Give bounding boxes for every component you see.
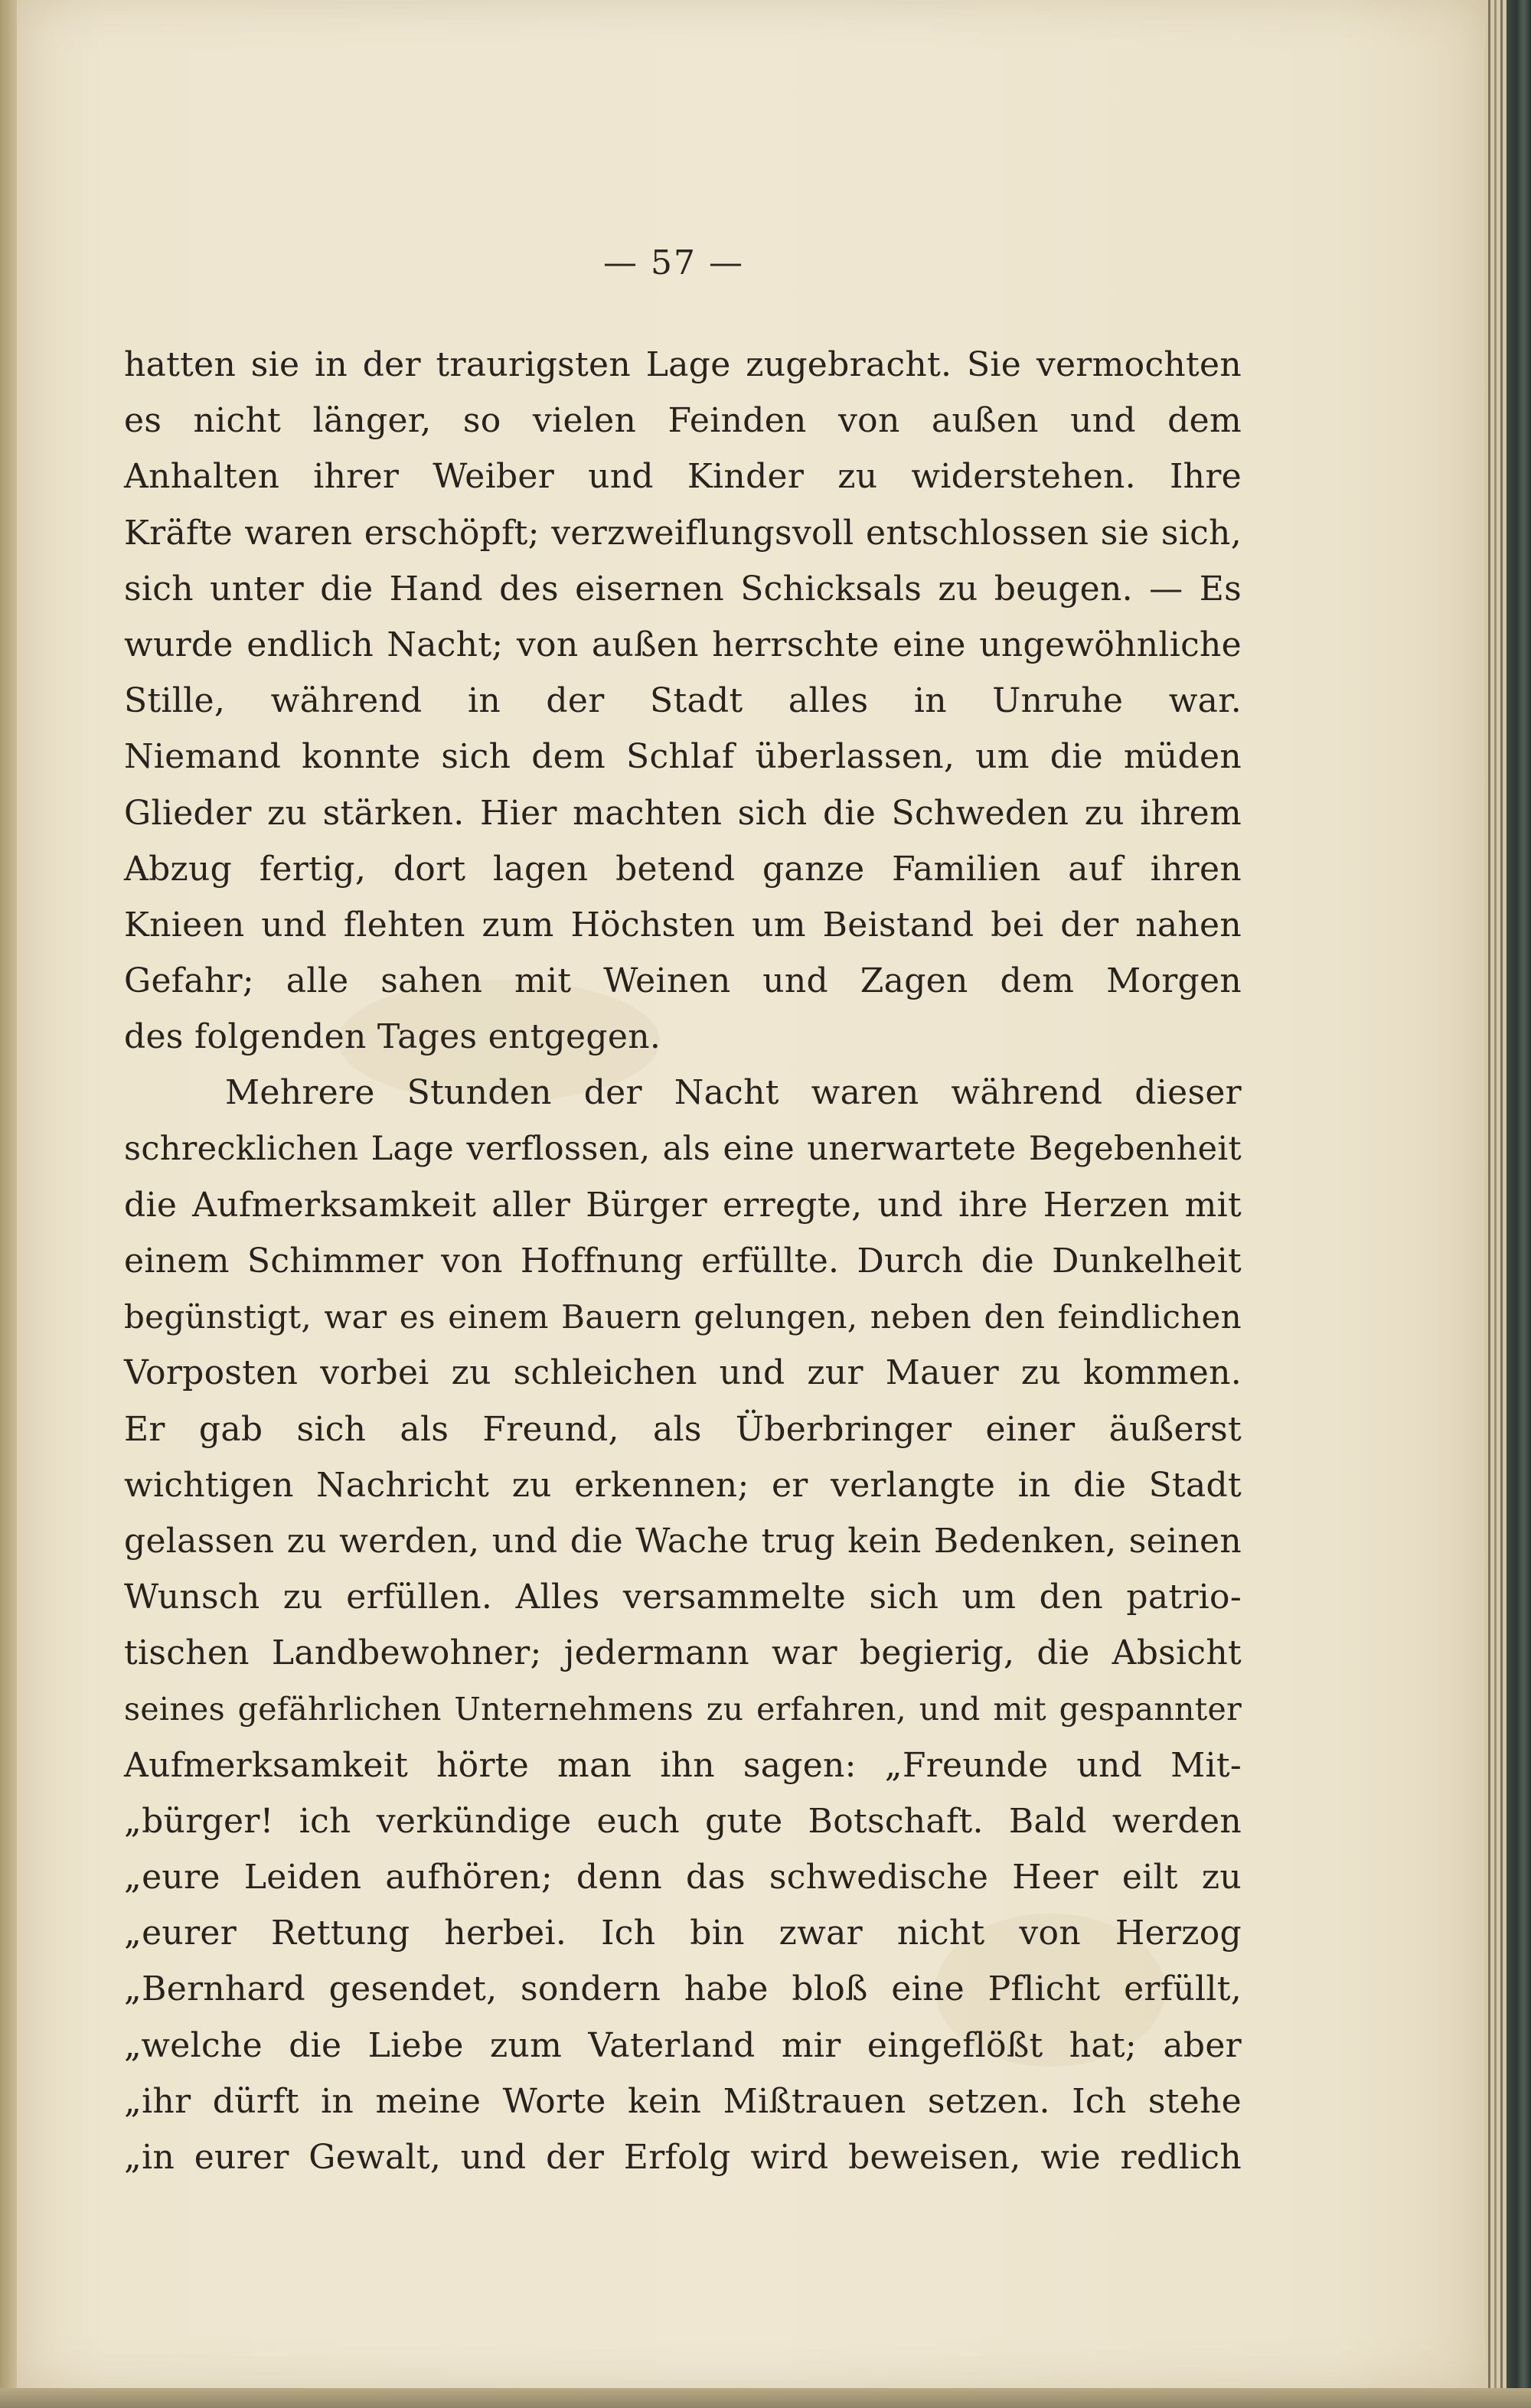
text-line: seines gefährlichen Unternehmens zu erfahren, und mit gespannter [124,1690,1242,1728]
paragraph-start-line: Mehrere Stunden der Nacht waren während dieser [225,1073,1242,1113]
text-line: wichtigen Nachricht zu erkennen; er verlangte in die Stadt [124,1465,1242,1505]
text-line: schrecklichen Lage verflossen, als eine unerwartete Begebenheit [124,1129,1242,1168]
text-line: gelassen zu werden, und die Wache trug kein Bedenken, seinen [124,1521,1242,1561]
text-line: „eure Leiden aufhören; denn das schwedische Heer eilt zu [124,1858,1242,1897]
page-number: — 57 — [603,243,744,282]
body-text [124,337,1242,2185]
text-line: Aufmerksamkeit hörte man ihn sagen: „Freunde und Mit- [124,1745,1242,1785]
text-line: „in eurer Gewalt, und der Erfolg wird beweisen, wie redlich [124,2138,1242,2177]
fore-edge-line [1488,0,1490,2388]
text-line: Wunsch zu erfüllen. Alles versammelte sich um den patrio- [124,1578,1242,1617]
text-line: Gefahr; alle sahen mit Weinen und Zagen dem Morgen [124,961,1242,1001]
text-line: „Bernhard gesendet, sondern habe bloß eine Pflicht erfüllt, [124,1969,1242,2009]
text-line: tischen Landbewohner; jedermann war begierig, die Absicht [124,1633,1242,1673]
bottom-shadow [0,2388,1531,2408]
text-line: Abzug fertig, dort lagen betend ganze Familien auf ihren [124,849,1242,889]
text-line: die Aufmerksamkeit aller Bürger erregte, und ihre Herzen mit [124,1185,1242,1225]
text-line: Vorposten vorbei zu schleichen und zur Mauer zu kommen. [124,1353,1242,1393]
previous-page-edge [0,0,18,2408]
text-line: „eurer Rettung herbei. Ich bin zwar nicht von Herzog [124,1914,1242,1953]
text-line: hatten sie in der traurigsten Lage zugebracht. Sie vermochten [124,345,1242,384]
text-line: Glieder zu stärken. Hier machten sich die Schweden zu ihrem [124,793,1242,833]
text-line: „bürger! ich verkündige euch gute Botschaft. Bald werden [124,1801,1242,1841]
text-line: „ihr dürft in meine Worte kein Mißtrauen setzen. Ich stehe [124,2081,1242,2121]
text-line: es nicht länger, so vielen Feinden von außen und dem [124,401,1242,441]
text-line: Niemand konnte sich dem Schlaf überlassen, um die müden [124,737,1242,777]
text-line: Stille, während in der Stadt alles in Unruhe war. [124,681,1242,721]
fore-edge-line [1494,0,1497,2388]
text-line: einem Schimmer von Hoffnung erfüllte. Durch die Dunkelheit [124,1242,1242,1281]
text-line: wurde endlich Nacht; von außen herrschte eine ungewöhnliche [124,625,1242,664]
text-line: sich unter die Hand des eisernen Schicksals zu beugen. — Es [124,569,1242,609]
text-line: begünstigt, war es einem Bauern gelungen, neben den feindlichen [124,1298,1242,1336]
text-line: Knieen und flehten zum Höchsten um Beistand bei der nahen [124,905,1242,945]
text-line: Kräfte waren erschöpft; verzweiflungsvoll entschlossen sie sich, [124,513,1242,553]
text-line: Er gab sich als Freund, als Überbringer einer äußerst [124,1409,1242,1449]
fore-edge-line [1500,0,1503,2388]
text-line: „welche die Liebe zum Vaterland mir eingeflößt hat; aber [124,2025,1242,2065]
paragraph-end-line: des folgenden Tages entgegen. [124,1017,661,1057]
text-line: Anhalten ihrer Weiber und Kinder zu widerstehen. Ihre [124,457,1242,497]
book-cover-edge [1507,0,1531,2408]
